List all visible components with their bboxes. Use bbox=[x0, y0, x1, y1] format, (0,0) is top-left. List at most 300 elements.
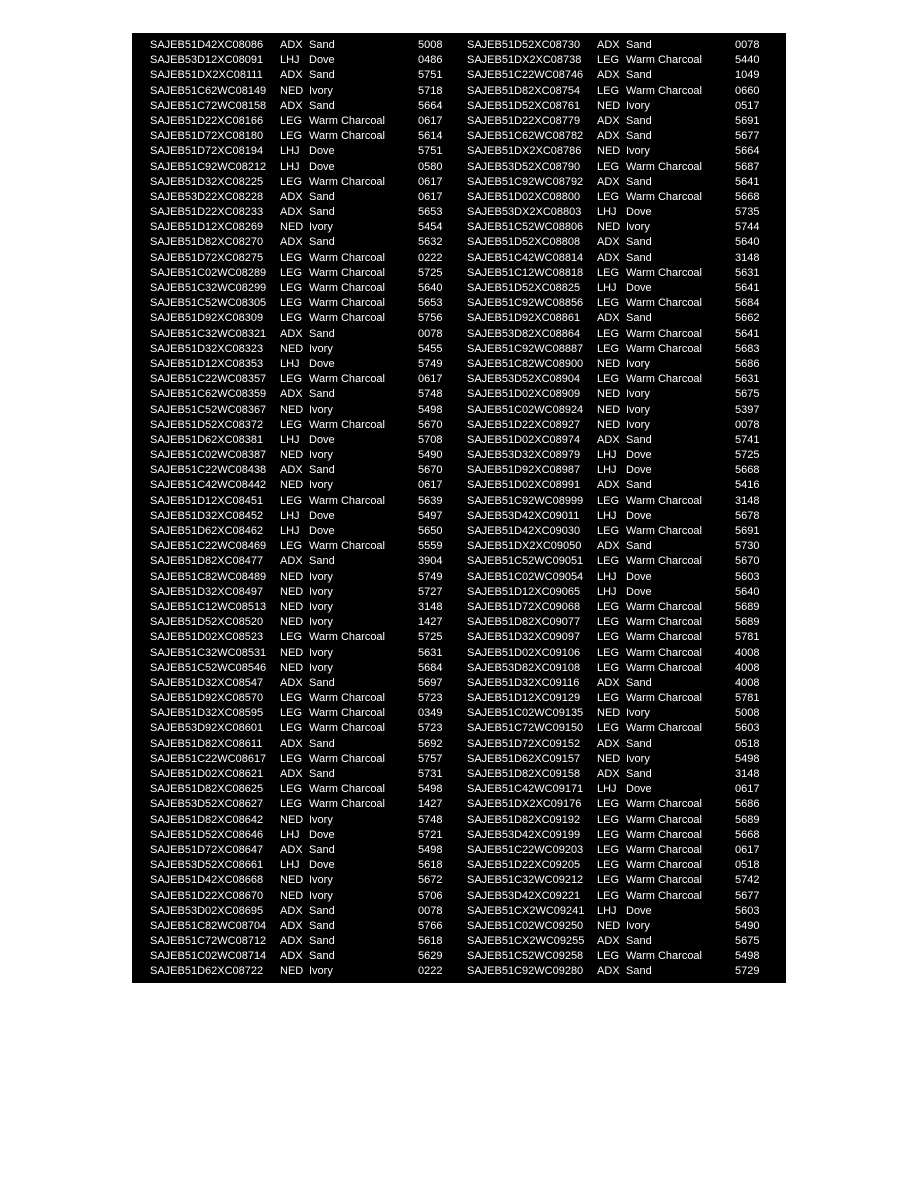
trim-code-cell: ADX bbox=[280, 919, 303, 932]
vin-cell: SAJEB53D52XC08627 bbox=[150, 798, 264, 811]
number-cell: 5691 bbox=[735, 525, 760, 537]
vin-cell: SAJEB51DX2XC08738 bbox=[467, 54, 582, 67]
number-cell: 5725 bbox=[418, 631, 443, 644]
color-name-cell: Warm Charcoal bbox=[309, 373, 385, 386]
number-cell: 0517 bbox=[735, 99, 760, 112]
trim-code-cell: NED bbox=[280, 600, 304, 613]
color-name-cell: Sand bbox=[626, 39, 652, 51]
vin-cell: SAJEB51DX2XC09050 bbox=[467, 540, 582, 553]
color-name-cell: Warm Charcoal bbox=[626, 494, 702, 507]
vin-cell: SAJEB51D82XC09077 bbox=[467, 616, 581, 629]
trim-code-cell: LEG bbox=[280, 175, 303, 188]
color-name-cell: Warm Charcoal bbox=[309, 692, 385, 705]
color-name-cell: Ivory bbox=[309, 965, 333, 978]
trim-code-cell: NED bbox=[280, 342, 304, 355]
vin-cell: SAJEB51D22XC08670 bbox=[150, 889, 264, 902]
vin-cell: SAJEB51C32WC09212 bbox=[467, 874, 584, 887]
color-name-cell: Ivory bbox=[309, 221, 333, 234]
number-cell: 0222 bbox=[418, 251, 443, 264]
trim-code-cell: ADX bbox=[597, 768, 620, 780]
vin-cell: SAJEB53D42XC09199 bbox=[467, 828, 581, 841]
color-name-cell: Warm Charcoal bbox=[626, 616, 702, 629]
vin-cell: SAJEB51C42WC08442 bbox=[150, 479, 267, 492]
trim-code-cell: ADX bbox=[597, 175, 620, 188]
number-cell: 5631 bbox=[735, 373, 760, 386]
vin-cell: SAJEB51D92XC08987 bbox=[467, 464, 581, 477]
trim-code-cell: LEG bbox=[280, 752, 303, 765]
trim-code-cell: ADX bbox=[597, 312, 620, 325]
number-cell: 0078 bbox=[418, 327, 443, 340]
trim-code-cell: ADX bbox=[597, 39, 620, 51]
trim-code-cell: NED bbox=[280, 221, 304, 234]
number-cell: 5723 bbox=[418, 722, 443, 735]
trim-code-cell: NED bbox=[597, 707, 621, 720]
color-name-cell: Warm Charcoal bbox=[309, 297, 385, 310]
vin-cell: SAJEB51C82WC08489 bbox=[150, 570, 267, 583]
color-name-cell: Dove bbox=[309, 828, 335, 841]
color-name-cell: Sand bbox=[309, 206, 335, 219]
vin-cell: SAJEB51D92XC08309 bbox=[150, 312, 264, 325]
color-name-cell: Sand bbox=[626, 935, 652, 948]
number-cell: 5498 bbox=[418, 403, 443, 416]
number-cell: 5686 bbox=[735, 357, 760, 370]
color-name-cell: Dove bbox=[626, 585, 652, 598]
number-cell: 0617 bbox=[418, 190, 443, 203]
vin-cell: SAJEB51D22XC08927 bbox=[467, 418, 581, 431]
vin-cell: SAJEB51C72WC09150 bbox=[467, 722, 584, 735]
color-name-cell: Sand bbox=[626, 676, 652, 689]
number-cell: 5497 bbox=[418, 509, 443, 522]
color-name-cell: Warm Charcoal bbox=[626, 646, 702, 659]
vin-cell: SAJEB51C32WC08299 bbox=[150, 282, 267, 294]
trim-code-cell: ADX bbox=[280, 950, 303, 963]
vin-cell: SAJEB51D02XC08974 bbox=[467, 433, 581, 446]
trim-code-cell: ADX bbox=[280, 327, 303, 340]
number-cell: 5397 bbox=[735, 403, 760, 416]
trim-code-cell: LHJ bbox=[280, 54, 300, 67]
vin-cell: SAJEB51C72WC08158 bbox=[150, 99, 267, 112]
trim-code-cell: LHJ bbox=[597, 570, 617, 583]
color-name-cell: Warm Charcoal bbox=[309, 282, 385, 294]
number-cell: 0617 bbox=[735, 783, 760, 796]
color-name-cell: Warm Charcoal bbox=[626, 631, 702, 644]
number-cell: 5718 bbox=[418, 84, 443, 97]
vin-cell: SAJEB53D52XC08661 bbox=[150, 859, 264, 872]
number-cell: 1049 bbox=[735, 69, 760, 82]
trim-code-cell: ADX bbox=[280, 99, 303, 112]
number-cell: 5498 bbox=[418, 843, 443, 856]
number-cell: 5677 bbox=[735, 889, 760, 902]
number-cell: 1427 bbox=[418, 798, 443, 811]
color-name-cell: Ivory bbox=[309, 661, 333, 674]
vin-cell: SAJEB51C02WC09250 bbox=[467, 919, 584, 932]
vin-cell: SAJEB51D52XC08372 bbox=[150, 418, 264, 431]
vin-cell: SAJEB51C92WC08999 bbox=[467, 494, 584, 507]
color-name-cell: Warm Charcoal bbox=[309, 418, 385, 431]
vin-cell: SAJEB51C52WC08367 bbox=[150, 403, 267, 416]
vin-cell: SAJEB51D32XC08497 bbox=[150, 585, 264, 598]
color-name-cell: Sand bbox=[626, 433, 652, 446]
number-cell: 5641 bbox=[735, 282, 760, 294]
vin-cell: SAJEB51C82WC08900 bbox=[467, 357, 584, 370]
trim-code-cell: LEG bbox=[597, 661, 620, 674]
number-cell: 5748 bbox=[418, 813, 443, 826]
vin-cell: SAJEB51D72XC08275 bbox=[150, 251, 264, 264]
color-name-cell: Dove bbox=[309, 160, 335, 173]
color-name-cell: Dove bbox=[309, 525, 335, 537]
trim-code-cell: LEG bbox=[597, 859, 620, 872]
number-cell: 0617 bbox=[735, 843, 760, 856]
vin-cell: SAJEB51D82XC09192 bbox=[467, 813, 581, 826]
vin-cell: SAJEB51D82XC08754 bbox=[467, 84, 581, 97]
color-name-cell: Sand bbox=[626, 737, 652, 750]
color-name-cell: Ivory bbox=[309, 889, 333, 902]
vin-cell: SAJEB51C92WC09280 bbox=[467, 965, 584, 978]
trim-code-cell: LEG bbox=[280, 783, 303, 796]
vin-cell: SAJEB51D22XC09205 bbox=[467, 859, 581, 872]
color-name-cell: Sand bbox=[626, 236, 652, 249]
vin-cell: SAJEB51C22WC09203 bbox=[467, 843, 584, 856]
number-cell: 5559 bbox=[418, 540, 443, 553]
number-cell: 5618 bbox=[418, 935, 443, 948]
vin-cell: SAJEB53D22XC08228 bbox=[150, 190, 264, 203]
vin-cell: SAJEB51D92XC08861 bbox=[467, 312, 581, 325]
number-cell: 0617 bbox=[418, 373, 443, 386]
trim-code-cell: NED bbox=[597, 357, 621, 370]
color-name-cell: Warm Charcoal bbox=[626, 297, 702, 310]
color-name-cell: Warm Charcoal bbox=[626, 342, 702, 355]
number-cell: 5498 bbox=[418, 783, 443, 796]
vin-cell: SAJEB51D72XC08647 bbox=[150, 843, 264, 856]
number-cell: 5668 bbox=[735, 190, 760, 203]
vin-cell: SAJEB51D82XC08625 bbox=[150, 783, 264, 796]
number-cell: 5664 bbox=[735, 145, 760, 158]
color-name-cell: Sand bbox=[309, 676, 335, 689]
color-name-cell: Warm Charcoal bbox=[309, 494, 385, 507]
color-name-cell: Sand bbox=[309, 190, 335, 203]
color-name-cell: Sand bbox=[309, 935, 335, 948]
vin-cell: SAJEB51C22WC08617 bbox=[150, 752, 267, 765]
trim-code-cell: LEG bbox=[597, 494, 620, 507]
trim-code-cell: LEG bbox=[280, 297, 303, 310]
color-name-cell: Ivory bbox=[626, 707, 650, 720]
number-cell: 5735 bbox=[735, 206, 760, 219]
number-cell: 5723 bbox=[418, 692, 443, 705]
vin-cell: SAJEB51D12XC08353 bbox=[150, 357, 264, 370]
number-cell: 5781 bbox=[735, 692, 760, 705]
number-cell: 5756 bbox=[418, 312, 443, 325]
color-name-cell: Ivory bbox=[626, 357, 650, 370]
color-name-cell: Sand bbox=[309, 236, 335, 249]
number-cell: 5751 bbox=[418, 145, 443, 158]
vin-cell: SAJEB51C52WC09051 bbox=[467, 555, 584, 568]
color-name-cell: Warm Charcoal bbox=[309, 114, 385, 127]
vin-cell: SAJEB51D52XC08730 bbox=[467, 39, 581, 51]
trim-code-cell: LHJ bbox=[597, 783, 617, 796]
vin-cell: SAJEB51D02XC08621 bbox=[150, 768, 264, 780]
number-cell: 5631 bbox=[418, 646, 443, 659]
trim-code-cell: NED bbox=[280, 585, 304, 598]
vin-cell: SAJEB51C02WC09054 bbox=[467, 570, 584, 583]
number-cell: 5629 bbox=[418, 950, 443, 963]
color-name-cell: Sand bbox=[309, 768, 335, 780]
vin-cell: SAJEB51D12XC08269 bbox=[150, 221, 264, 234]
trim-code-cell: LEG bbox=[597, 297, 620, 310]
trim-code-cell: NED bbox=[280, 813, 304, 826]
trim-code-cell: LEG bbox=[597, 525, 620, 537]
trim-code-cell: LEG bbox=[280, 798, 303, 811]
trim-code-cell: ADX bbox=[597, 935, 620, 948]
vin-cell: SAJEB51D22XC08233 bbox=[150, 206, 264, 219]
trim-code-cell: LEG bbox=[597, 616, 620, 629]
trim-code-cell: ADX bbox=[597, 540, 620, 553]
color-name-cell: Warm Charcoal bbox=[626, 327, 702, 340]
color-name-cell: Ivory bbox=[309, 616, 333, 629]
color-name-cell: Ivory bbox=[309, 84, 333, 97]
number-cell: 5440 bbox=[735, 54, 760, 67]
vin-cell: SAJEB51D42XC08668 bbox=[150, 874, 264, 887]
color-name-cell: Warm Charcoal bbox=[626, 160, 702, 173]
trim-code-cell: ADX bbox=[597, 737, 620, 750]
number-cell: 5766 bbox=[418, 919, 443, 932]
number-cell: 5675 bbox=[735, 935, 760, 948]
vin-listing-page bbox=[132, 33, 786, 983]
number-cell: 5689 bbox=[735, 813, 760, 826]
vin-cell: SAJEB51D62XC08462 bbox=[150, 525, 264, 537]
number-cell: 0486 bbox=[418, 54, 443, 67]
vin-cell: SAJEB51D62XC08722 bbox=[150, 965, 264, 978]
vin-cell: SAJEB51C52WC08305 bbox=[150, 297, 267, 310]
trim-code-cell: LEG bbox=[597, 84, 620, 97]
number-cell: 5603 bbox=[735, 904, 760, 917]
color-name-cell: Sand bbox=[309, 919, 335, 932]
vin-cell: SAJEB51D32XC08547 bbox=[150, 676, 264, 689]
number-cell: 5641 bbox=[735, 175, 760, 188]
number-cell: 5692 bbox=[418, 737, 443, 750]
trim-code-cell: LEG bbox=[280, 373, 303, 386]
color-name-cell: Ivory bbox=[309, 646, 333, 659]
vin-cell: SAJEB53D42XC09011 bbox=[467, 509, 580, 522]
number-cell: 5490 bbox=[418, 449, 443, 462]
number-cell: 5689 bbox=[735, 616, 760, 629]
vin-cell: SAJEB51C02WC09135 bbox=[467, 707, 584, 720]
number-cell: 3148 bbox=[418, 600, 443, 613]
number-cell: 5640 bbox=[735, 585, 760, 598]
color-name-cell: Ivory bbox=[309, 874, 333, 887]
number-cell: 5781 bbox=[735, 631, 760, 644]
number-cell: 5603 bbox=[735, 570, 760, 583]
number-cell: 3148 bbox=[735, 494, 760, 507]
color-name-cell: Warm Charcoal bbox=[626, 722, 702, 735]
vin-cell: SAJEB51C02WC08714 bbox=[150, 950, 267, 963]
trim-code-cell: NED bbox=[280, 646, 304, 659]
number-cell: 0078 bbox=[418, 904, 443, 917]
number-cell: 5684 bbox=[418, 661, 443, 674]
color-name-cell: Warm Charcoal bbox=[626, 600, 702, 613]
color-name-cell: Ivory bbox=[626, 403, 650, 416]
color-name-cell: Dove bbox=[626, 570, 652, 583]
trim-code-cell: LEG bbox=[597, 828, 620, 841]
trim-code-cell: LEG bbox=[280, 114, 303, 127]
number-cell: 5455 bbox=[418, 342, 443, 355]
trim-code-cell: LEG bbox=[597, 600, 620, 613]
vin-cell: SAJEB51D52XC08808 bbox=[467, 236, 581, 249]
number-cell: 4008 bbox=[735, 676, 760, 689]
trim-code-cell: NED bbox=[280, 965, 304, 978]
color-name-cell: Ivory bbox=[626, 388, 650, 401]
trim-code-cell: LEG bbox=[597, 631, 620, 644]
trim-code-cell: LHJ bbox=[597, 449, 617, 462]
number-cell: 5490 bbox=[735, 919, 760, 932]
trim-code-cell: LEG bbox=[597, 950, 620, 963]
color-name-cell: Dove bbox=[626, 783, 652, 796]
number-cell: 0580 bbox=[418, 160, 443, 173]
trim-code-cell: LHJ bbox=[280, 145, 300, 158]
vin-cell: SAJEB51C32WC08531 bbox=[150, 646, 267, 659]
color-name-cell: Sand bbox=[309, 39, 335, 51]
trim-code-cell: NED bbox=[597, 388, 621, 401]
vin-cell: SAJEB53D42XC09221 bbox=[467, 889, 581, 902]
color-name-cell: Sand bbox=[309, 555, 335, 568]
color-name-cell: Sand bbox=[309, 99, 335, 112]
number-cell: 0078 bbox=[735, 418, 760, 431]
vin-cell: SAJEB53D92XC08601 bbox=[150, 722, 264, 735]
trim-code-cell: LHJ bbox=[597, 282, 617, 294]
trim-code-cell: LHJ bbox=[597, 206, 617, 219]
trim-code-cell: ADX bbox=[280, 935, 303, 948]
vin-cell: SAJEB51C72WC08712 bbox=[150, 935, 267, 948]
number-cell: 5008 bbox=[418, 39, 443, 51]
vin-cell: SAJEB51D82XC09158 bbox=[467, 768, 581, 780]
number-cell: 5748 bbox=[418, 388, 443, 401]
trim-code-cell: NED bbox=[597, 418, 621, 431]
number-cell: 5686 bbox=[735, 798, 760, 811]
number-cell: 5751 bbox=[418, 69, 443, 82]
color-name-cell: Warm Charcoal bbox=[626, 692, 702, 705]
trim-code-cell: LEG bbox=[597, 555, 620, 568]
vin-cell: SAJEB51D22XC08166 bbox=[150, 114, 264, 127]
trim-code-cell: LHJ bbox=[597, 464, 617, 477]
color-name-cell: Warm Charcoal bbox=[626, 525, 702, 537]
trim-code-cell: LHJ bbox=[280, 828, 300, 841]
vin-cell: SAJEB51C22WC08438 bbox=[150, 464, 267, 477]
trim-code-cell: ADX bbox=[280, 206, 303, 219]
number-cell: 5668 bbox=[735, 828, 760, 841]
color-name-cell: Warm Charcoal bbox=[309, 722, 385, 735]
number-cell: 5687 bbox=[735, 160, 760, 173]
trim-code-cell: LHJ bbox=[280, 525, 300, 537]
color-name-cell: Warm Charcoal bbox=[626, 84, 702, 97]
trim-code-cell: LEG bbox=[597, 54, 620, 67]
number-cell: 5670 bbox=[418, 418, 443, 431]
color-name-cell: Warm Charcoal bbox=[309, 540, 385, 553]
number-cell: 5650 bbox=[418, 525, 443, 537]
number-cell: 0617 bbox=[418, 479, 443, 492]
number-cell: 5653 bbox=[418, 297, 443, 310]
color-name-cell: Ivory bbox=[309, 403, 333, 416]
color-name-cell: Warm Charcoal bbox=[626, 828, 702, 841]
trim-code-cell: LEG bbox=[280, 418, 303, 431]
vin-cell: SAJEB53D32XC08979 bbox=[467, 449, 581, 462]
number-cell: 0518 bbox=[735, 737, 760, 750]
color-name-cell: Sand bbox=[309, 950, 335, 963]
vin-cell: SAJEB51C32WC08321 bbox=[150, 327, 267, 340]
trim-code-cell: NED bbox=[597, 145, 621, 158]
color-name-cell: Dove bbox=[626, 449, 652, 462]
color-name-cell: Warm Charcoal bbox=[626, 813, 702, 826]
trim-code-cell: LHJ bbox=[280, 509, 300, 522]
color-name-cell: Warm Charcoal bbox=[309, 266, 385, 279]
trim-code-cell: ADX bbox=[597, 479, 620, 492]
trim-code-cell: LEG bbox=[280, 282, 303, 294]
vin-cell: SAJEB51D62XC09157 bbox=[467, 752, 581, 765]
number-cell: 3148 bbox=[735, 768, 760, 780]
trim-code-cell: LEG bbox=[280, 266, 303, 279]
vin-cell: SAJEB51D32XC08323 bbox=[150, 342, 264, 355]
color-name-cell: Dove bbox=[309, 145, 335, 158]
number-cell: 1427 bbox=[418, 616, 443, 629]
trim-code-cell: LEG bbox=[280, 312, 303, 325]
color-name-cell: Warm Charcoal bbox=[626, 843, 702, 856]
color-name-cell: Warm Charcoal bbox=[309, 631, 385, 644]
vin-cell: SAJEB51C02WC08289 bbox=[150, 266, 267, 279]
color-name-cell: Warm Charcoal bbox=[626, 54, 702, 67]
number-cell: 5742 bbox=[735, 874, 760, 887]
color-name-cell: Warm Charcoal bbox=[626, 950, 702, 963]
trim-code-cell: LEG bbox=[597, 692, 620, 705]
trim-code-cell: NED bbox=[597, 99, 621, 112]
vin-cell: SAJEB51C02WC08387 bbox=[150, 449, 267, 462]
color-name-cell: Sand bbox=[626, 479, 652, 492]
vin-cell: SAJEB51D62XC08381 bbox=[150, 433, 264, 446]
number-cell: 5706 bbox=[418, 889, 443, 902]
trim-code-cell: ADX bbox=[597, 236, 620, 249]
vin-cell: SAJEB51D12XC09065 bbox=[467, 585, 581, 598]
vin-cell: SAJEB51C62WC08782 bbox=[467, 130, 584, 143]
vin-cell: SAJEB51D02XC09106 bbox=[467, 646, 581, 659]
trim-code-cell: LEG bbox=[597, 722, 620, 735]
trim-code-cell: ADX bbox=[280, 190, 303, 203]
vin-cell: SAJEB51CX2WC09241 bbox=[467, 904, 585, 917]
number-cell: 5603 bbox=[735, 722, 760, 735]
number-cell: 5670 bbox=[418, 464, 443, 477]
color-name-cell: Warm Charcoal bbox=[626, 889, 702, 902]
trim-code-cell: LEG bbox=[597, 373, 620, 386]
trim-code-cell: LEG bbox=[280, 707, 303, 720]
color-name-cell: Sand bbox=[626, 114, 652, 127]
trim-code-cell: ADX bbox=[280, 843, 303, 856]
trim-code-cell: ADX bbox=[280, 69, 303, 82]
vin-cell: SAJEB51C92WC08856 bbox=[467, 297, 584, 310]
trim-code-cell: NED bbox=[280, 874, 304, 887]
number-cell: 5670 bbox=[735, 555, 760, 568]
color-name-cell: Dove bbox=[626, 509, 652, 522]
trim-code-cell: ADX bbox=[280, 388, 303, 401]
trim-code-cell: ADX bbox=[597, 676, 620, 689]
trim-code-cell: LEG bbox=[597, 798, 620, 811]
vin-cell: SAJEB51D82XC08477 bbox=[150, 555, 264, 568]
number-cell: 3904 bbox=[418, 555, 443, 568]
trim-code-cell: NED bbox=[597, 403, 621, 416]
color-name-cell: Warm Charcoal bbox=[626, 798, 702, 811]
number-cell: 5757 bbox=[418, 752, 443, 765]
number-cell: 5727 bbox=[418, 585, 443, 598]
number-cell: 0222 bbox=[418, 965, 443, 978]
trim-code-cell: ADX bbox=[597, 114, 620, 127]
color-name-cell: Sand bbox=[626, 251, 652, 264]
color-name-cell: Dove bbox=[626, 464, 652, 477]
vin-cell: SAJEB51C22WC08357 bbox=[150, 373, 267, 386]
